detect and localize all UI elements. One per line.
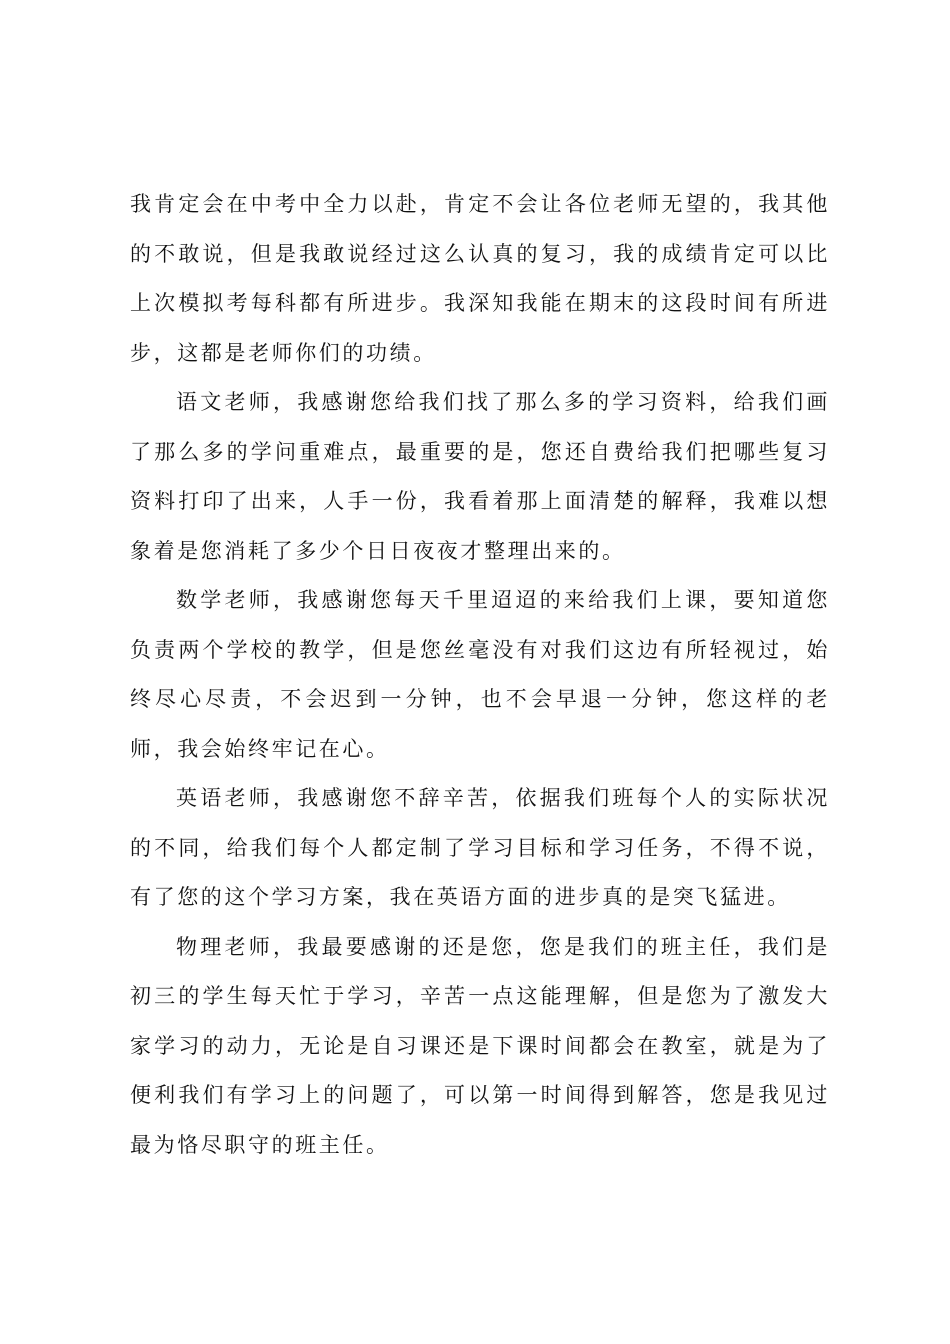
document-body bbox=[130, 180, 830, 1170]
paragraph-english-teacher: 英语老师，我感谢您不辞辛苦，依据我们班每个人的实际状况的不同，给我们每个人都定制了学习目标和学习任务，不得不说，有了您的这个学习方案，我在英语方面的进步真的是突飞猛进。 bbox=[130, 786, 830, 909]
paragraph-continuation: 我肯定会在中考中全力以赴，肯定不会让各位老师无望的，我其他的不敢说，但是我敢说经过这么认真的复习，我的成绩肯定可以比上次模拟考每科都有所进步。我深知我能在期末的这段时间有所进步，这都是老师你们的功绩。 bbox=[130, 192, 830, 365]
paragraph-physics-teacher: 物理老师，我最要感谢的还是您，您是我们的班主任，我们是初三的学生每天忙于学习，辛苦一点这能理解，但是您为了激发大家学习的动力，无论是自习课还是下课时间都会在教室，就是为了便利我们有学习上的问题了，可以第一时间得到解答，您是我见过最为恪尽职守的班主任。 bbox=[130, 934, 830, 1157]
paragraph-chinese-teacher: 语文老师，我感谢您给我们找了那么多的学习资料，给我们画了那么多的学问重难点，最重要的是，您还自费给我们把哪些复习资料打印了出来，人手一份，我看着那上面清楚的解释，我难以想象着是您消耗了多少个日日夜夜才整理出来的。 bbox=[130, 390, 830, 563]
paragraph-math-teacher: 数学老师，我感谢您每天千里迢迢的来给我们上课，要知道您负责两个学校的教学，但是您丝毫没有对我们这边有所轻视过，始终尽心尽责，不会迟到一分钟，也不会早退一分钟，您这样的老师，我会始终牢记在心。 bbox=[130, 588, 830, 761]
